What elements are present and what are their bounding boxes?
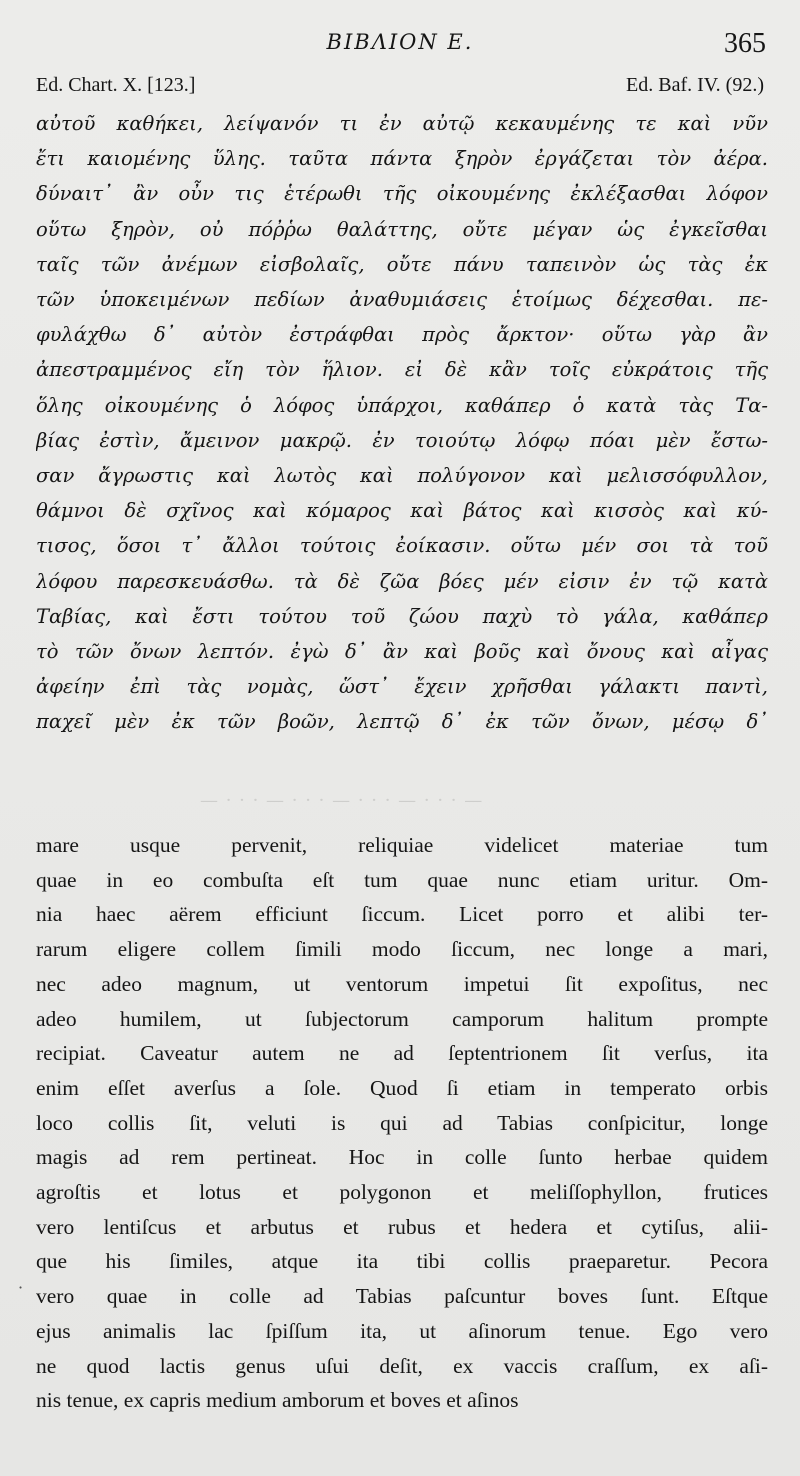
- edition-reference-line: [36, 74, 764, 97]
- greek-line: Ταβίας, καὶ ἔστι τούτου τοῦ ζώου παχὺ τὸ γάλα, καθάπερ: [36, 604, 768, 628]
- latin-line: loco collis ſit, veluti is qui ad Tabias conſpicitur, longe: [36, 1110, 768, 1135]
- latin-text-block: [36, 828, 768, 1418]
- greek-text-block: [36, 106, 768, 740]
- greek-line: θάμνοι δὲ σχῖνος καὶ κόμαρος καὶ βάτος καὶ κισσὸς καὶ κύ-: [36, 499, 768, 523]
- latin-line: enim eſſet averſus a ſole. Quod ſi etiam in temperato orbis: [36, 1075, 768, 1100]
- edition-chartier-ref: Ed. Chart. X. [123.]: [36, 74, 196, 96]
- latin-line: que his ſimiles, atque ita tibi collis praeparetur. Pecora: [36, 1249, 768, 1274]
- greek-line: λόφου παρεσκευάσθω. τὰ δὲ ζῶα βόες μέν εἰσιν ἐν τῷ κατὰ: [36, 569, 768, 593]
- latin-line: ne quod lactis genus uſui deſit, ex vaccis craſſum, ex aſi-: [36, 1353, 768, 1378]
- latin-line: magis ad rem pertineat. Hoc in colle ſunto herbae quidem: [36, 1145, 768, 1170]
- greek-line: ταῖς τῶν ἀνέμων εἰσβολαῖς, οὔτε πάνυ ταπεινὸν ὡς τὰς ἐκ: [36, 252, 768, 276]
- greek-line: σαν ἄγρωστις καὶ λωτὸς καὶ πολύγονον καὶ μελισσόφυλλον,: [36, 464, 768, 488]
- latin-line: quae in eo combuſta eſt tum quae nunc etiam uritur. Om-: [36, 867, 768, 892]
- margin-dot-mark: ·: [18, 1278, 24, 1297]
- greek-line: αὐτοῦ καθήκει, λείψανόν τι ἐν αὐτῷ κεκαυμένης τε καὶ νῦν: [36, 112, 768, 135]
- greek-line: ὅλης οἰκουμένης ὁ λόφος ὑπάρχοι, καθάπερ ὁ κατὰ τὰς Τα-: [36, 393, 768, 417]
- latin-line: vero quae in colle ad Tabias paſcuntur boves ſunt. Eſtque: [36, 1284, 768, 1309]
- latin-line: recipiat. Caveatur autem ne ad ſeptentrionem ſit verſus, ita: [36, 1041, 768, 1066]
- greek-line: ἔτι καιομένης ὕλης. ταῦτα πάντα ξηρὸν ἐργάζεται τὸν ἀέρα.: [36, 147, 768, 171]
- edition-basel-ref: Ed. Baf. IV. (92.): [626, 74, 764, 96]
- greek-line: ἀφείην ἐπὶ τὰς νομὰς, ὥστ᾽ ἔχειν χρῆσθαι γάλακτι παντὶ,: [36, 675, 768, 699]
- greek-line: φυλάχθω δ᾽ αὐτὸν ἐστράφθαι πρὸς ἄρκτον· οὕτω γὰρ ἂν: [36, 323, 768, 347]
- latin-line: nis tenue, ex capris medium amborum et boves et aſinos: [36, 1388, 519, 1413]
- latin-line: mare usque pervenit, reliquiae videlicet materiae tum: [36, 833, 768, 857]
- greek-line: ἀπεστραμμένος εἴη τὸν ἥλιον. εἰ δὲ κἂν τοῖς εὐκράτοις τῆς: [36, 358, 768, 382]
- page-number: 365: [724, 28, 766, 59]
- greek-line: τῶν ὑποκειμένων πεδίων ἀναθυμιάσεις ἑτοίμως δέχεσθαι. πε-: [36, 288, 768, 312]
- latin-line: ejus animalis lac ſpiſſum ita, ut aſinorum tenue. Ego vero: [36, 1318, 768, 1343]
- bleed-through-text: — · · · — · · · — · · · — · · · —: [200, 790, 484, 811]
- latin-line: agroſtis et lotus et polygonon et meliſſophyllon, frutices: [36, 1180, 768, 1205]
- greek-line: παχεῖ μὲν ἐκ τῶν βοῶν, λεπτῷ δ᾽ ἐκ τῶν ὄνων, μέσῳ δ᾽: [36, 710, 768, 734]
- greek-line: δύναιτ᾽ ἂν οὖν τις ἑτέρωθι τῆς οἰκουμένης ἐκλέξασθαι λόφον: [36, 182, 768, 206]
- greek-line: τισος, ὅσοι τ᾽ ἄλλοι τούτοις ἐοίκασιν. οὕτω μέν σοι τὰ τοῦ: [36, 534, 768, 558]
- latin-line: vero lentiſcus et arbutus et rubus et hedera et cytiſus, alii-: [36, 1214, 768, 1239]
- latin-line: nec adeo magnum, ut ventorum impetui ſit expoſitus, nec: [36, 971, 768, 996]
- latin-line: adeo humilem, ut ſubjectorum camporum halitum prompte: [36, 1006, 768, 1031]
- running-title: ΒΙΒΛΙΟΝ Ε.: [326, 30, 474, 54]
- latin-line: rarum eligere collem ſimili modo ſiccum, nec longe a mari,: [36, 937, 768, 962]
- greek-line: οὕτω ξηρὸν, οὐ πόῤῥω θαλάττης, οὔτε μέγαν ὡς ἐγκεῖσθαι: [36, 217, 768, 241]
- greek-line: τὸ τῶν ὄνων λεπτόν. ἐγὼ δ᾽ ἂν καὶ βοῦς καὶ ὄνους καὶ αἶγας: [36, 640, 768, 664]
- greek-line: βίας ἐστὶν, ἄμεινον μακρῷ. ἐν τοιούτῳ λόφῳ πόαι μὲν ἔστω-: [36, 428, 768, 452]
- latin-line: nia haec aërem efficiunt ſiccum. Licet porro et alibi ter-: [36, 902, 768, 927]
